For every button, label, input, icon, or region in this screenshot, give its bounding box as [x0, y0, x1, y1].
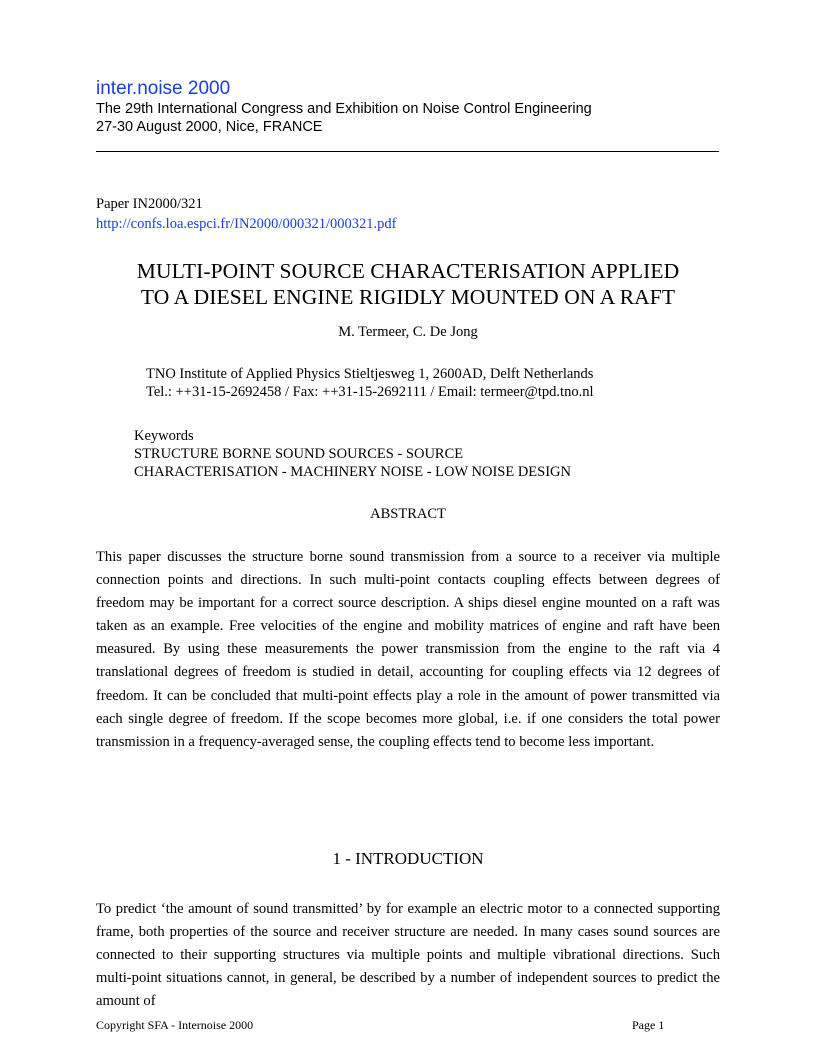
header-divider: [96, 151, 719, 152]
keywords-block: [134, 427, 571, 481]
paper-title: [96, 258, 720, 310]
paper-title-line-1: MULTI-POINT SOURCE CHARACTERISATION APPLIED: [136, 259, 680, 283]
abstract-text: This paper discusses the structure borne sound transmission from a source to a receiver via multiple connection points and directions. In such multi-point contacts coupling effects between degrees of freedom may be important for a correct source description. A ships diesel engine mounted on a raft was taken as an example. Free velocities of the engine and mobility matrices of engine and raft have been measured. By using these measurements the power transmission from the engine to the raft via 4 translational degrees of freedom is studied in detail, accounting for coupling effects via 12 degrees of freedom. It can be concluded that multi-point effects play a role in the amount of power transmitted via each single degree of freedom. If the scope becomes more global, i.e. if one considers the total power transmission in a frequency-averaged sense, the coupling effects tend to become less important.: [96, 549, 720, 750]
paper-title-line-2: TO A DIESEL ENGINE RIGIDLY MOUNTED ON A RAFT: [140, 285, 676, 309]
abstract-heading: ABSTRACT: [370, 506, 446, 522]
footer-page-number: Page 1: [632, 1018, 665, 1032]
conference-subtitle: The 29th International Congress and Exhibition on Noise Control Engineering: [96, 101, 592, 117]
conference-header: [96, 78, 720, 136]
affiliation-line-1: TNO Institute of Applied Physics Stieltjesweg 1, 2600AD, Delft Netherlands: [146, 366, 594, 382]
paper-authors: M. Termeer, C. De Jong: [338, 324, 478, 340]
keywords-label: Keywords: [134, 428, 194, 444]
affiliation: [146, 365, 594, 401]
paper-url-link[interactable]: http://confs.loa.espci.fr/IN2000/000321/000321.pdf: [96, 216, 397, 232]
affiliation-line-2: Tel.: ++31-15-2692458 / Fax: ++31-15-2692111 / Email: termeer@tpd.tno.nl: [146, 384, 594, 400]
introduction-heading: 1 - INTRODUCTION: [332, 849, 484, 868]
conference-name: inter.noise 2000: [96, 78, 231, 99]
paper-id: Paper IN2000/321: [96, 196, 203, 212]
introduction-text: To predict ‘the amount of sound transmitted’ by for example an electric motor to a connected supporting frame, both properties of the source and receiver structure are needed. In many cases sound sources are connected to their supporting structures via multiple points and multiple vibrational directions. Such multi-point situations cannot, in general, be described by a number of independent sources to predict the amount of: [96, 901, 720, 1010]
conference-dates-location: 27-30 August 2000, Nice, FRANCE: [96, 119, 323, 135]
keywords-line-1: STRUCTURE BORNE SOUND SOURCES - SOURCE: [134, 446, 464, 462]
footer-copyright: Copyright SFA - Internoise 2000: [96, 1018, 254, 1032]
keywords-line-2: CHARACTERISATION - MACHINERY NOISE - LOW NOISE DESIGN: [134, 464, 572, 480]
